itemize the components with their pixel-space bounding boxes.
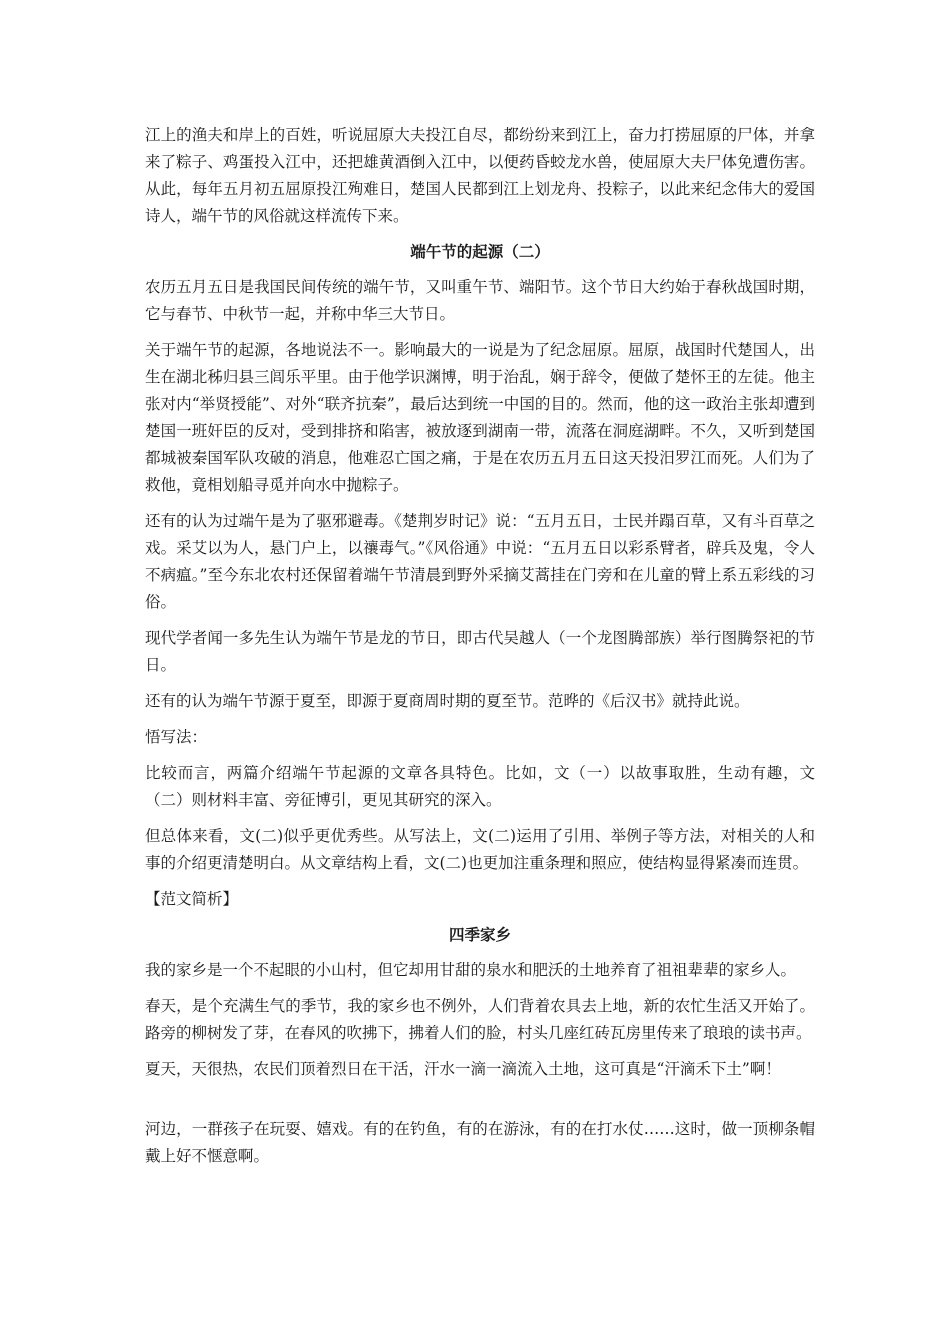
section-title-origin-2: 端午节的起源（二） bbox=[410, 243, 550, 261]
body-paragraph: 关于端午节的起源，各地说法不一。影响最大的一说是为了纪念屈原。屈原，战国时代楚国人，出生在湖北秭归县三闾乐平里。由于他学识渊博，明于治乱，娴于辞令，便做了楚怀王的左徒。他主张对内“举贤授能”、对外“联齐抗秦”，最后达到统一中国的目的。然而，他的这一政治主张却遭到楚国一班奸臣的反对，受到排挤和陷害，被放逐到湖南一带，流落在洞庭湖畔。不久，又听到楚国都城被秦国军队攻破的消息，他难忍亡国之痛，于是在农历五月五日这天投汨罗江而死。人们为了救他，竟相划船寻觅并向水中抛粽子。 bbox=[145, 341, 815, 494]
body-paragraph: 夏天，天很热，农民们顶着烈日在干活，汗水一滴一滴流入土地，这可真是“汗滴禾下土”啊！ bbox=[145, 1060, 781, 1078]
body-paragraph: 还有的认为端午节源于夏至，即源于夏商周时期的夏至节。范晔的《后汉书》就持此说。 bbox=[145, 692, 750, 710]
wuxiefa-label: 悟写法： bbox=[145, 728, 208, 746]
body-paragraph: 但总体来看，文(二)似乎更优秀些。从写法上，文(二)运用了引用、举例子等方法，对相关的人和事的介绍更清楚明白。从文章结构上看，文(二)也更加注重条理和照应，使结构显得紧凑而连贯。 bbox=[145, 827, 815, 872]
body-paragraph: 春天，是个充满生气的季节，我的家乡也不例外，人们背着农具去上地，新的农忙生活又开始了。路旁的柳树发了芽，在春风的吹拂下，拂着人们的脸，村头几座红砖瓦房里传来了琅琅的读书声。 bbox=[145, 997, 815, 1042]
body-paragraph: 比较而言，两篇介绍端午节起源的文章各具特色。比如，文（一）以故事取胜，生动有趣，文（二）则材料丰富、旁征博引，更见其研究的深入。 bbox=[145, 764, 815, 809]
body-paragraph: 河边，一群孩子在玩耍、嬉戏。有的在钓鱼，有的在游泳，有的在打水仗……这时，做一顶柳条帽戴上好不惬意啊。 bbox=[145, 1120, 815, 1165]
paragraph-gap bbox=[145, 1092, 815, 1116]
body-paragraph: 农历五月五日是我国民间传统的端午节，又叫重午节、端阳节。这个节日大约始于春秋战国时期，它与春节、中秋节一起，并称中华三大节日。 bbox=[145, 278, 815, 323]
intro-paragraph: 江上的渔夫和岸上的百姓，听说屈原大夫投江自尽，都纷纷来到江上，奋力打捞屈原的尸体，并拿来了粽子、鸡蛋投入江中，还把雄黄酒倒入江中，以便药昏蛟龙水兽，使屈原大夫尸体免遭伤害。从此，每年五月初五屈原投江殉难日，楚国人民都到江上划龙舟、投粽子，以此来纪念伟大的爱国诗人，端午节的风俗就这样流传下来。 bbox=[145, 126, 815, 225]
document-page bbox=[145, 122, 815, 1179]
essay-title: 四季家乡 bbox=[448, 926, 511, 944]
body-paragraph: 我的家乡是一个不起眼的小山村，但它却用甘甜的泉水和肥沃的土地养育了祖祖辈辈的家乡人。 bbox=[145, 961, 797, 979]
body-paragraph: 还有的认为过端午是为了驱邪避毒。《楚荆岁时记》说：“五月五日，士民并蹋百草，又有斗百草之戏。采艾以为人，悬门户上，以禳毒气。”《风俗通》中说：“五月五日以彩系臂者，辟兵及鬼，令人不病瘟。”至今东北农村还保留着端午节清晨到野外采摘艾蒿挂在门旁和在儿童的臂上系五彩线的习俗。 bbox=[145, 512, 815, 611]
fanwen-label: 【范文简析】 bbox=[145, 890, 239, 908]
body-paragraph: 现代学者闻一多先生认为端午节是龙的节日，即古代吴越人（一个龙图腾部族）举行图腾祭祀的节日。 bbox=[145, 629, 815, 674]
